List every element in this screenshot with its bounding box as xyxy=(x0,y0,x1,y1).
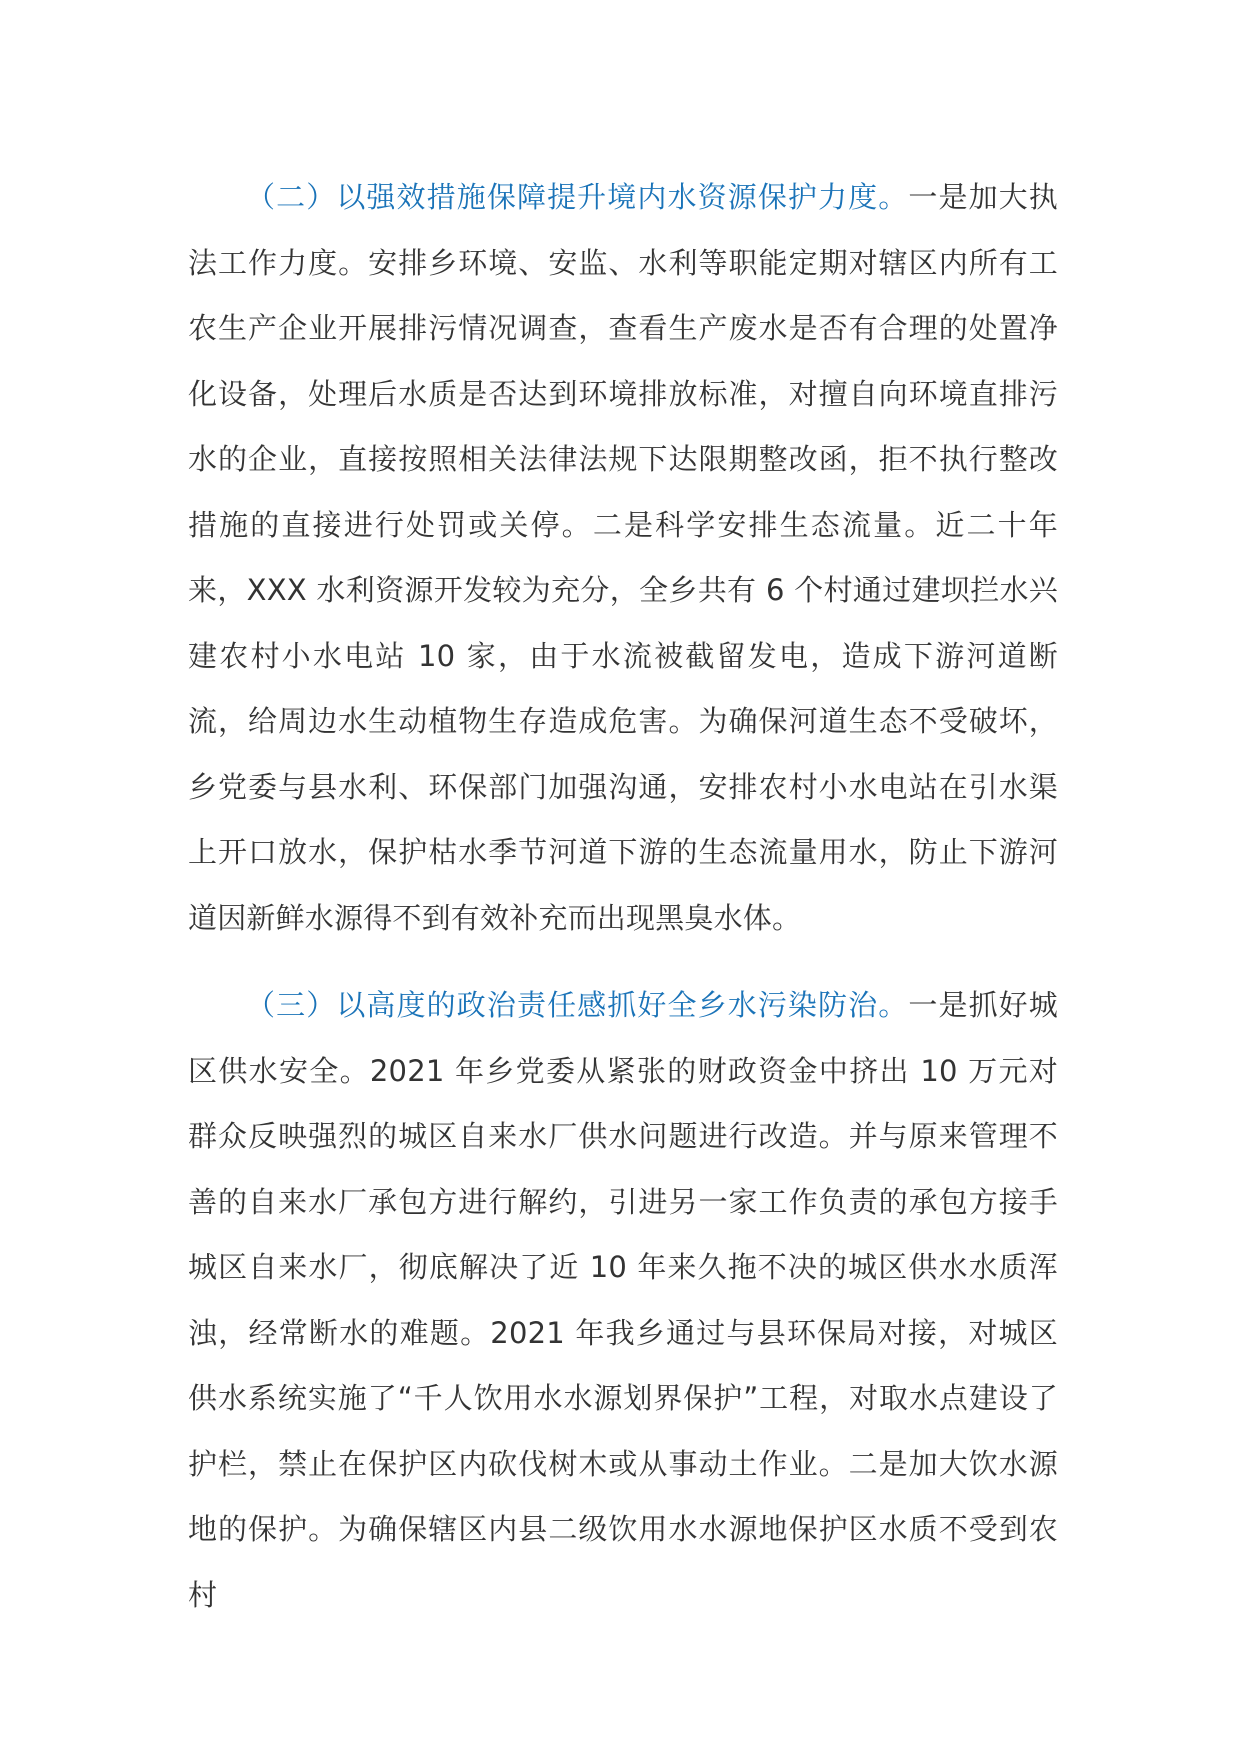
paragraph-2 xyxy=(188,165,1058,951)
section-heading-3: （三）以高度的政治责任感抓好全乡水污染防治。 xyxy=(246,988,909,1022)
section-heading-2: （二）以强效措施保障提升境内水资源保护力度。 xyxy=(246,180,909,214)
paragraph-text-2: 一是加大执法工作力度。安排乡环境、安监、水利等职能定期对辖区内所有工农生产企业开展排污情况调查，查看生产废水是否有合理的处置净化设备，处理后水质是否达到环境排放标准，对擅自向环境直排污水的企业，直接按照相关法律法规下达限期整改函，拒不执行整改措施的直接进行处罚或关停。二是科学安排生态流量。近二十年来，XXX 水利资源开发较为充分，全乡共有 6 个村通过建坝拦水兴建农村小水电站 10 家，由于水流被截留发电，造成下游河道断流，给周边水生动植物生存造成危害。为确保河道生态不受破坏，乡党委与县水利、环保部门加强沟通，安排农村小水电站在引水渠上开口放水，保护枯水季节河道下游的生态流量用水，防止下游河道因新鲜水源得不到有效补充而出现黑臭水体。 xyxy=(188,180,1058,935)
document-body xyxy=(188,165,1058,1628)
paragraph-text-3: 一是抓好城区供水安全。2021 年乡党委从紧张的财政资金中挤出 10 万元对群众反映强烈的城区自来水厂供水问题进行改造。并与原来管理不善的自来水厂承包方进行解约，引进另一家工作负责的承包方接手城区自来水厂，彻底解决了近 10 年来久拖不决的城区供水水质浑浊，经常断水的难题。2021 年我乡通过与县环保局对接，对城区供水系统实施了“千人饮用水水源划界保护”工程，对取水点建设了护栏，禁止在保护区内砍伐树木或从事动土作业。二是加大饮水源地的保护。为确保辖区内县二级饮用水水源地保护区水质不受到农村 xyxy=(188,988,1058,1612)
paragraph-3 xyxy=(188,973,1058,1628)
